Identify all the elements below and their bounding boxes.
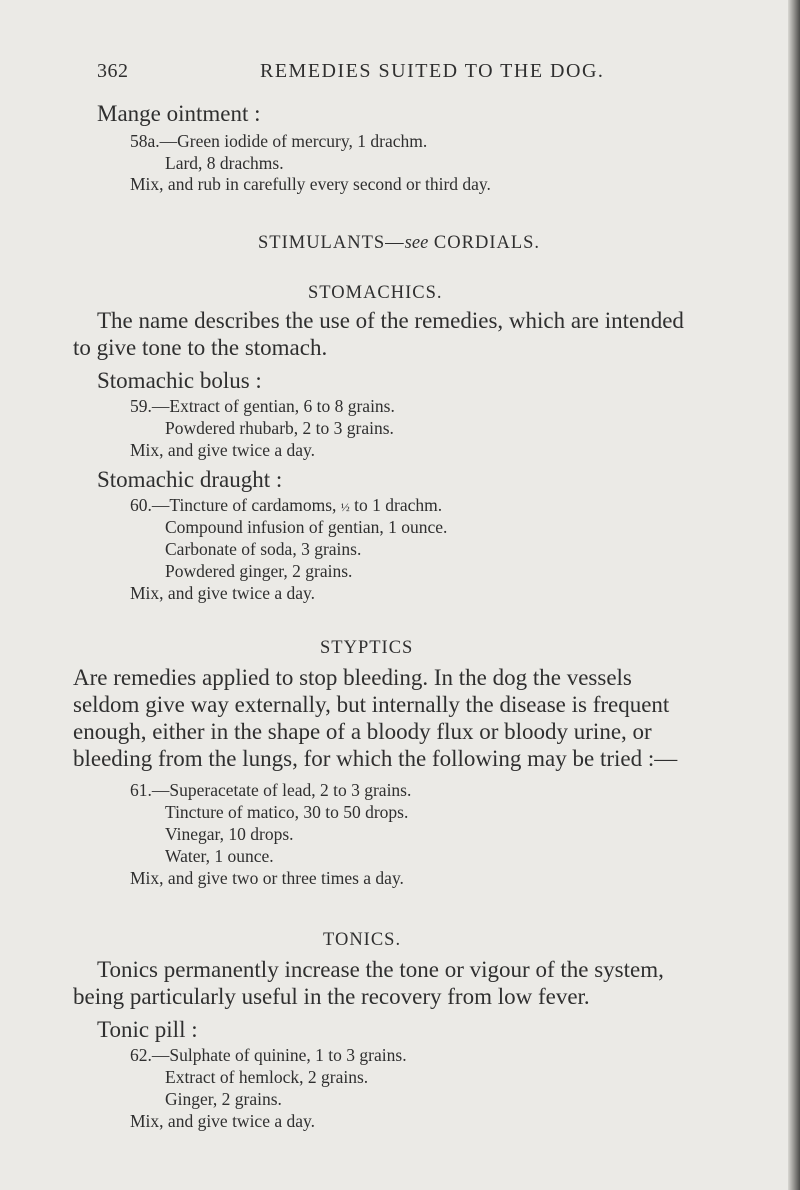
- paragraph-line: Are remedies applied to stop bleeding. In the dog the vessels: [73, 665, 632, 690]
- recipe-line: Water, 1 ounce.: [165, 846, 274, 866]
- recipe-line: Lard, 8 drachms.: [165, 153, 284, 173]
- stomachic-bolus-heading: Stomachic bolus :: [97, 368, 262, 393]
- recipe-line: Powdered ginger, 2 grains.: [165, 561, 353, 581]
- recipe-line: Mix, and give twice a day.: [130, 440, 315, 460]
- recipe-line: Tincture of matico, 30 to 50 drops.: [165, 802, 409, 822]
- recipe-line: Powdered rhubarb, 2 to 3 grains.: [165, 418, 394, 438]
- recipe-line: Mix, and give two or three times a day.: [130, 868, 404, 888]
- paragraph-line: Tonics permanently increase the tone or vigour of the system,: [97, 957, 664, 982]
- stomachics-title: STOMACHICS.: [308, 283, 443, 303]
- paragraph-line: The name describes the use of the remedies, which are intended: [97, 308, 684, 333]
- stomachic-draught-heading: Stomachic draught :: [97, 467, 283, 492]
- paragraph-line: to give tone to the stomach.: [73, 335, 328, 360]
- tonics-title: TONICS.: [323, 930, 402, 950]
- stimulants-title-see: see: [404, 233, 429, 253]
- mange-heading: Mange ointment :: [97, 101, 261, 126]
- stimulants-title-ref: CORDIALS.: [428, 233, 541, 253]
- fraction-half: ½: [340, 500, 350, 514]
- paragraph-line: enough, either in the shape of a bloody flux or bloody urine, or: [73, 719, 652, 744]
- styptics-title: STYPTICS: [320, 638, 414, 658]
- stimulants-title: [258, 233, 540, 254]
- recipe-line: 59.—Extract of gentian, 6 to 8 grains.: [130, 396, 395, 416]
- recipe-line: Vinegar, 10 drops.: [165, 824, 294, 844]
- running-title: REMEDIES SUITED TO THE DOG.: [260, 60, 605, 82]
- stimulants-title-main: STIMULANTS—: [258, 233, 405, 253]
- page-edge-shadow: [788, 0, 800, 1190]
- paragraph-line: seldom give way externally, but internally the disease is frequent: [73, 692, 670, 717]
- paragraph-line: bleeding from the lungs, for which the following may be tried :—: [73, 746, 678, 771]
- recipe-line: Mix, and give twice a day.: [130, 583, 315, 603]
- page-number: 362: [97, 60, 129, 82]
- recipe-line: Mix, and give twice a day.: [130, 1111, 315, 1131]
- recipe-line: [130, 495, 442, 516]
- recipe-line: Compound infusion of gentian, 1 ounce.: [165, 517, 448, 537]
- recipe-line: Ginger, 2 grains.: [165, 1089, 282, 1109]
- recipe-line: 58a.—Green iodide of mercury, 1 drachm.: [130, 131, 428, 151]
- recipe-line-text: 60.—Tincture of cardamoms,: [130, 495, 341, 515]
- recipe-line: 62.—Sulphate of quinine, 1 to 3 grains.: [130, 1045, 407, 1065]
- tonic-pill-heading: Tonic pill :: [97, 1017, 198, 1042]
- recipe-line: Extract of hemlock, 2 grains.: [165, 1067, 369, 1087]
- recipe-line: Carbonate of soda, 3 grains.: [165, 539, 362, 559]
- recipe-line: Mix, and rub in carefully every second or third day.: [130, 174, 491, 194]
- recipe-line: 61.—Superacetate of lead, 2 to 3 grains.: [130, 780, 412, 800]
- recipe-line-text: to 1 drachm.: [349, 495, 443, 515]
- paragraph-line: being particularly useful in the recovery from low fever.: [73, 984, 590, 1009]
